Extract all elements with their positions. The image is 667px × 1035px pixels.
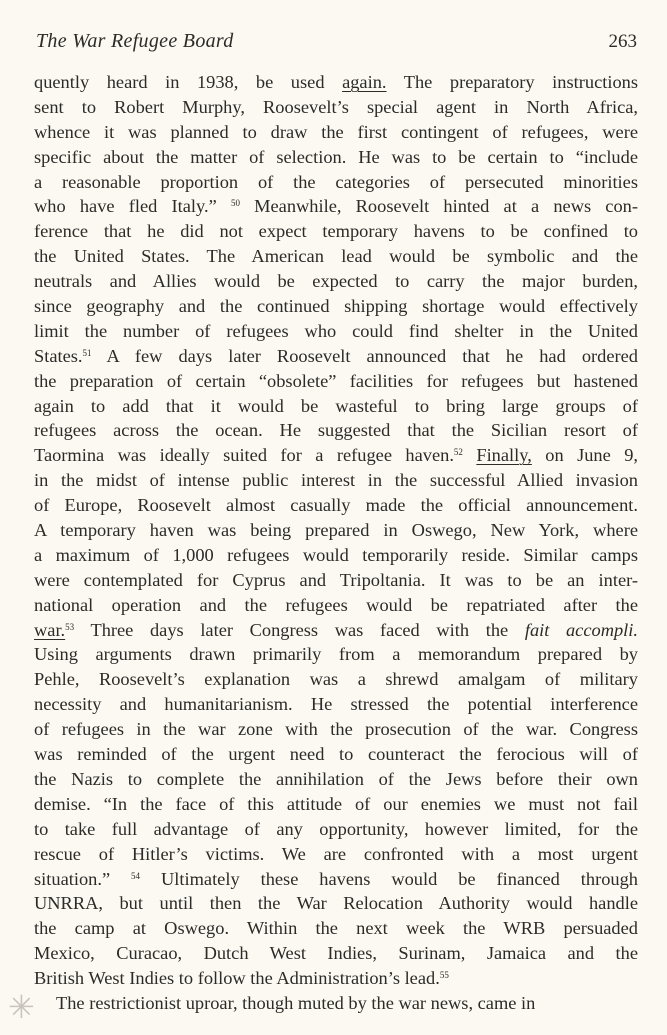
text-line	[34, 817, 638, 842]
text-line	[34, 842, 638, 867]
text-segment: refugees across the ocean. He suggested that the Sicilian resort of	[34, 420, 638, 441]
text-line	[34, 369, 638, 394]
text-segment: rescue of Hitler’s victims. We are confronted with a most urgent	[34, 843, 638, 864]
text-segment: quently heard in 1938, be used	[34, 72, 343, 92]
text-segment: ference that he did not expect temporary havens to be confined to	[34, 221, 638, 242]
text-line	[34, 867, 638, 892]
footnote-ref: 55	[439, 970, 449, 981]
text-segment: British West Indies to follow the Administration’s lead.	[34, 968, 440, 989]
text-segment: who have fled Italy.”	[34, 196, 231, 217]
text-segment: were contemplated for Cyprus and Tripoltania. It was to be an inter-	[34, 569, 638, 590]
text-line	[34, 244, 638, 269]
text-segment: A few days later Roosevelt announced that he had ordered	[91, 345, 638, 366]
footnote-ref: 54	[131, 870, 141, 881]
text-line	[34, 120, 638, 145]
text-segment: Using arguments drawn primarily from a memorandum prepared by	[34, 644, 638, 665]
text-line	[34, 642, 638, 667]
text-line	[34, 941, 638, 966]
text-line	[34, 170, 638, 195]
footnote-ref: 51	[82, 347, 92, 358]
text-line	[34, 269, 638, 294]
running-title: The War Refugee Board	[36, 30, 234, 52]
text-line	[34, 194, 638, 219]
text-line	[34, 145, 638, 170]
text-line	[34, 742, 638, 767]
footnote-ref: 53	[65, 621, 75, 632]
body-text	[34, 70, 638, 1016]
text-line	[34, 792, 638, 817]
italic-text: fait accompli.	[524, 619, 638, 640]
text-segment: UNRRA, but until then the War Relocation Authority would handle	[34, 893, 638, 914]
text-line	[34, 891, 638, 916]
text-line	[34, 493, 638, 518]
text-segment: a reasonable proportion of the categories of persecuted minorities	[34, 171, 638, 192]
text-segment: of refugees in the war zone with the prosecution of the war. Congress	[34, 719, 638, 740]
text-segment: Meanwhile, Roosevelt hinted at a news con-	[239, 196, 638, 217]
text-segment: Three days later Congress was faced with the	[74, 619, 525, 640]
text-segment: since geography and the continued shipping shortage would effectively	[34, 296, 638, 317]
asterisk-stamp-icon: ✳	[8, 989, 35, 1025]
page-number: 263	[608, 31, 637, 52]
text-segment: necessity and humanitarianism. He stressed the potential interference	[34, 694, 638, 715]
text-line	[34, 618, 638, 643]
text-line	[34, 692, 638, 717]
text-segment: of Europe, Roosevelt almost casually made the official announcement.	[34, 495, 638, 516]
text-segment: again to add that it would be wasteful to bring large groups of	[34, 395, 638, 416]
text-segment: to take full advantage of any opportunity, however limited, for the	[34, 818, 638, 839]
text-segment: situation.”	[34, 868, 132, 889]
text-segment: national operation and the refugees would be repatriated after the	[34, 594, 638, 615]
text-line	[34, 70, 638, 95]
text-line	[34, 319, 638, 344]
text-segment: The restrictionist uproar, though muted by the war news, came in	[56, 992, 536, 1013]
text-line	[34, 394, 638, 419]
footnote-ref: 50	[230, 198, 240, 209]
running-header	[36, 30, 637, 53]
text-segment: specific about the matter of selection. He was to be certain to “include	[34, 146, 638, 167]
footnote-ref: 52	[453, 447, 463, 458]
text-line	[34, 991, 638, 1016]
text-line	[34, 518, 638, 543]
text-segment: the Nazis to complete the annihilation of the Jews before their own	[34, 768, 638, 789]
text-line	[34, 767, 638, 792]
text-line	[34, 966, 638, 991]
text-segment: demise. “In the face of this attitude of our enemies we must not fail	[34, 793, 638, 814]
text-segment: neutrals and Allies would be expected to carry the major burden,	[34, 271, 638, 292]
text-segment: whence it was planned to draw the first contingent of refugees, were	[34, 121, 638, 142]
text-line	[34, 468, 638, 493]
text-line	[34, 219, 638, 244]
text-segment: a maximum of 1,000 refugees would temporarily reside. Similar camps	[34, 544, 638, 565]
text-segment: Ultimately these havens would be financed through	[140, 868, 638, 889]
text-segment: Mexico, Curacao, Dutch West Indies, Surinam, Jamaica and the	[34, 943, 638, 964]
text-segment: in the midst of intense public interest in the successful Allied invasion	[34, 470, 638, 491]
text-segment: A temporary haven was being prepared in Oswego, New York, where	[34, 520, 638, 541]
text-line	[34, 294, 638, 319]
underlined-text: again.	[342, 72, 387, 92]
text-segment: the preparation of certain “obsolete” facilities for refugees but hastened	[34, 370, 638, 391]
text-line	[34, 667, 638, 692]
text-segment: Taormina was ideally suited for a refugee haven.	[34, 445, 454, 466]
text-line	[34, 418, 638, 443]
text-segment: States.	[34, 345, 83, 366]
text-segment	[463, 445, 476, 465]
text-segment: The preparatory instructions	[386, 72, 638, 92]
text-segment: was reminded of the urgent need to counteract the ferocious will of	[34, 744, 638, 765]
text-line	[34, 916, 638, 941]
text-line	[34, 344, 638, 369]
text-line	[34, 95, 638, 120]
text-line	[34, 543, 638, 568]
text-segment: limit the number of refugees who could find shelter in the United	[34, 320, 638, 341]
text-line	[34, 593, 638, 618]
text-segment: Pehle, Roosevelt’s explanation was a shrewd amalgam of military	[34, 669, 638, 690]
text-segment: on June 9,	[531, 445, 638, 466]
text-segment: sent to Robert Murphy, Roosevelt’s special agent in North Africa,	[34, 96, 638, 117]
text-line	[34, 717, 638, 742]
text-segment: the camp at Oswego. Within the next week the WRB persuaded	[34, 918, 638, 939]
underlined-text: war.	[34, 619, 66, 640]
underlined-text: Finally,	[476, 445, 532, 466]
text-segment: the United States. The American lead would be symbolic and the	[34, 246, 638, 267]
text-line	[34, 568, 638, 593]
text-line	[34, 443, 638, 468]
